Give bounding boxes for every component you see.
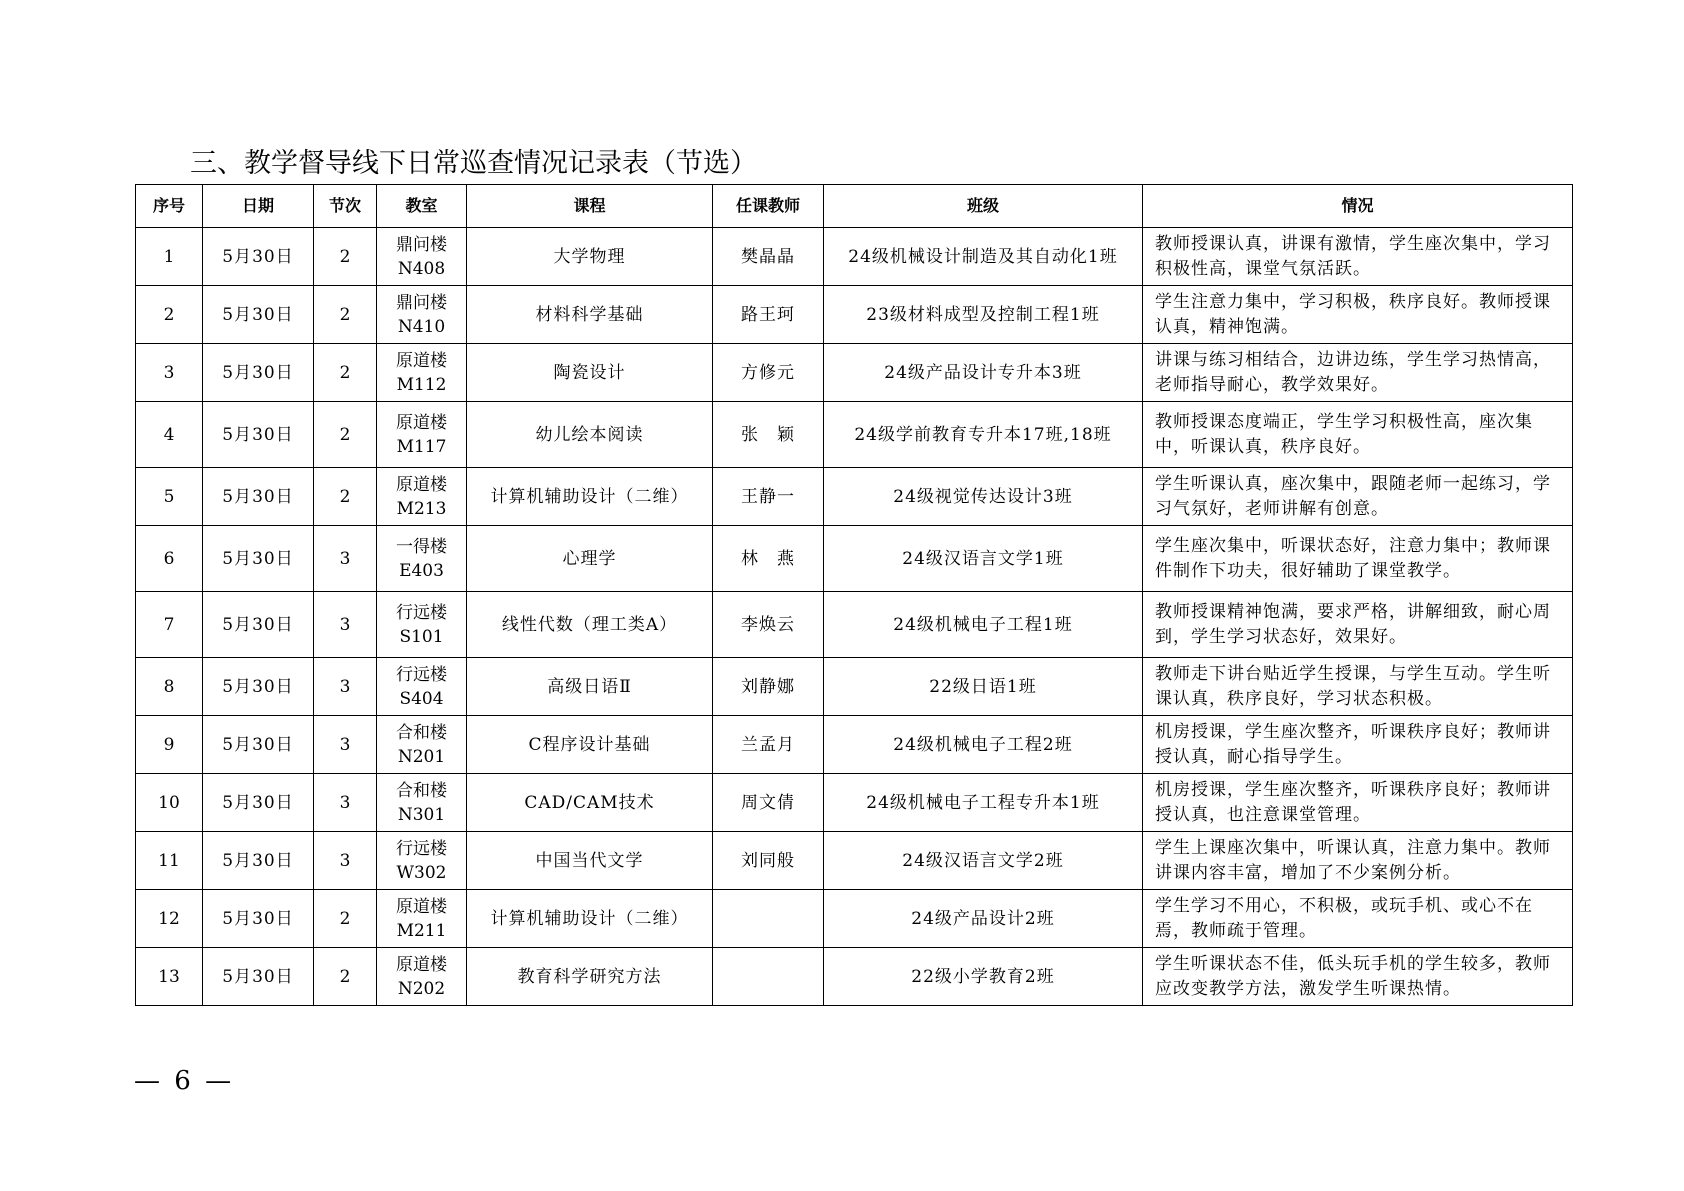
classroom-building: 原道楼 bbox=[396, 350, 447, 371]
cell-course: 计算机辅助设计（二维） bbox=[467, 468, 713, 526]
cell-classroom bbox=[377, 526, 467, 592]
classroom-building: 行远楼 bbox=[396, 838, 447, 859]
cell-index: 12 bbox=[136, 890, 203, 948]
table-row bbox=[136, 526, 1573, 592]
cell-index: 8 bbox=[136, 658, 203, 716]
cell-period: 2 bbox=[314, 948, 377, 1006]
cell-index: 11 bbox=[136, 832, 203, 890]
cell-class: 24级汉语言文学2班 bbox=[824, 832, 1143, 890]
cell-index: 5 bbox=[136, 468, 203, 526]
table-row bbox=[136, 592, 1573, 658]
section-title: 三、教学督导线下日常巡查情况记录表（节选） bbox=[190, 148, 757, 179]
cell-period: 2 bbox=[314, 468, 377, 526]
cell-class: 24级机械电子工程1班 bbox=[824, 592, 1143, 658]
cell-period: 2 bbox=[314, 286, 377, 344]
cell-class: 22级小学教育2班 bbox=[824, 948, 1143, 1006]
cell-period: 3 bbox=[314, 526, 377, 592]
cell-date: 5月30日 bbox=[203, 832, 314, 890]
cell-class: 24级产品设计2班 bbox=[824, 890, 1143, 948]
cell-situation: 教师授课精神饱满，要求严格，讲解细致，耐心周到，学生学习状态好，效果好。 bbox=[1143, 592, 1573, 658]
cell-index: 10 bbox=[136, 774, 203, 832]
table-row bbox=[136, 658, 1573, 716]
cell-index: 4 bbox=[136, 402, 203, 468]
table-row bbox=[136, 344, 1573, 402]
table-row bbox=[136, 286, 1573, 344]
cell-index: 1 bbox=[136, 228, 203, 286]
cell-period: 3 bbox=[314, 716, 377, 774]
classroom-room: N301 bbox=[397, 804, 446, 825]
cell-date: 5月30日 bbox=[203, 402, 314, 468]
cell-situation: 讲课与练习相结合，边讲边练，学生学习热情高，老师指导耐心，教学效果好。 bbox=[1143, 344, 1573, 402]
cell-date: 5月30日 bbox=[203, 658, 314, 716]
cell-teacher: 林 燕 bbox=[713, 526, 824, 592]
cell-course: 材料科学基础 bbox=[467, 286, 713, 344]
cell-class: 24级机械电子工程专升本1班 bbox=[824, 774, 1143, 832]
cell-teacher: 樊晶晶 bbox=[713, 228, 824, 286]
header-course: 课程 bbox=[467, 185, 713, 228]
cell-teacher: 刘静娜 bbox=[713, 658, 824, 716]
inspection-record-table bbox=[135, 184, 1573, 1006]
cell-situation: 学生听课状态不佳，低头玩手机的学生较多，教师应改变教学方法，激发学生听课热情。 bbox=[1143, 948, 1573, 1006]
cell-teacher: 周文倩 bbox=[713, 774, 824, 832]
table-row bbox=[136, 468, 1573, 526]
cell-date: 5月30日 bbox=[203, 228, 314, 286]
classroom-building: 合和楼 bbox=[396, 780, 447, 801]
classroom-building: 一得楼 bbox=[396, 536, 447, 557]
classroom-building: 行远楼 bbox=[396, 664, 447, 685]
classroom-room: M112 bbox=[396, 374, 447, 395]
cell-classroom bbox=[377, 468, 467, 526]
header-period: 节次 bbox=[314, 185, 377, 228]
cell-course: 中国当代文学 bbox=[467, 832, 713, 890]
cell-teacher: 方修元 bbox=[713, 344, 824, 402]
cell-situation: 教师走下讲台贴近学生授课，与学生互动。学生听课认真，秩序良好，学习状态积极。 bbox=[1143, 658, 1573, 716]
table-row bbox=[136, 774, 1573, 832]
cell-situation: 教师授课态度端正，学生学习积极性高，座次集中，听课认真，秩序良好。 bbox=[1143, 402, 1573, 468]
page-number: — 6 — bbox=[134, 1066, 232, 1096]
cell-class: 24级视觉传达设计3班 bbox=[824, 468, 1143, 526]
cell-course: 高级日语Ⅱ bbox=[467, 658, 713, 716]
cell-date: 5月30日 bbox=[203, 468, 314, 526]
cell-index: 2 bbox=[136, 286, 203, 344]
classroom-room: S404 bbox=[399, 688, 444, 709]
cell-period: 2 bbox=[314, 890, 377, 948]
header-situation: 情况 bbox=[1143, 185, 1573, 228]
cell-situation: 学生学习不用心，不积极，或玩手机、或心不在焉，教师疏于管理。 bbox=[1143, 890, 1573, 948]
cell-course: 计算机辅助设计（二维） bbox=[467, 890, 713, 948]
table-row bbox=[136, 948, 1573, 1006]
cell-index: 13 bbox=[136, 948, 203, 1006]
cell-date: 5月30日 bbox=[203, 344, 314, 402]
cell-date: 5月30日 bbox=[203, 890, 314, 948]
table-row bbox=[136, 890, 1573, 948]
classroom-building: 原道楼 bbox=[396, 954, 447, 975]
classroom-building: 合和楼 bbox=[396, 722, 447, 743]
header-index: 序号 bbox=[136, 185, 203, 228]
cell-situation: 机房授课，学生座次整齐，听课秩序良好；教师讲授认真，也注意课堂管理。 bbox=[1143, 774, 1573, 832]
cell-course: C程序设计基础 bbox=[467, 716, 713, 774]
classroom-room: N408 bbox=[397, 258, 446, 279]
cell-date: 5月30日 bbox=[203, 716, 314, 774]
cell-date: 5月30日 bbox=[203, 774, 314, 832]
classroom-room: M117 bbox=[396, 436, 447, 457]
cell-period: 3 bbox=[314, 592, 377, 658]
cell-classroom bbox=[377, 402, 467, 468]
cell-classroom bbox=[377, 948, 467, 1006]
cell-period: 3 bbox=[314, 658, 377, 716]
cell-class: 22级日语1班 bbox=[824, 658, 1143, 716]
cell-teacher: 张 颖 bbox=[713, 402, 824, 468]
classroom-building: 原道楼 bbox=[396, 896, 447, 917]
cell-period: 3 bbox=[314, 832, 377, 890]
table-row bbox=[136, 402, 1573, 468]
cell-situation: 学生座次集中，听课状态好，注意力集中；教师课件制作下功夫，很好辅助了课堂教学。 bbox=[1143, 526, 1573, 592]
cell-classroom bbox=[377, 592, 467, 658]
cell-situation: 学生听课认真，座次集中，跟随老师一起练习，学习气氛好，老师讲解有创意。 bbox=[1143, 468, 1573, 526]
cell-course: 线性代数（理工类A） bbox=[467, 592, 713, 658]
header-date: 日期 bbox=[203, 185, 314, 228]
cell-classroom bbox=[377, 228, 467, 286]
cell-course: 心理学 bbox=[467, 526, 713, 592]
cell-index: 9 bbox=[136, 716, 203, 774]
classroom-building: 原道楼 bbox=[396, 412, 447, 433]
cell-classroom bbox=[377, 716, 467, 774]
cell-classroom bbox=[377, 286, 467, 344]
cell-teacher: 刘同般 bbox=[713, 832, 824, 890]
cell-class: 24级机械电子工程2班 bbox=[824, 716, 1143, 774]
classroom-room: M213 bbox=[396, 498, 447, 519]
cell-teacher: 路王珂 bbox=[713, 286, 824, 344]
classroom-room: S101 bbox=[399, 626, 444, 647]
cell-classroom bbox=[377, 890, 467, 948]
cell-course: 陶瓷设计 bbox=[467, 344, 713, 402]
classroom-building: 原道楼 bbox=[396, 474, 447, 495]
cell-situation: 教师授课认真，讲课有激情，学生座次集中，学习积极性高，课堂气氛活跃。 bbox=[1143, 228, 1573, 286]
cell-class: 24级机械设计制造及其自动化1班 bbox=[824, 228, 1143, 286]
cell-class: 24级学前教育专升本17班,18班 bbox=[824, 402, 1143, 468]
cell-class: 24级汉语言文学1班 bbox=[824, 526, 1143, 592]
header-classroom: 教室 bbox=[377, 185, 467, 228]
cell-period: 2 bbox=[314, 228, 377, 286]
classroom-room: N410 bbox=[397, 316, 446, 337]
table-row bbox=[136, 832, 1573, 890]
cell-teacher: 李焕云 bbox=[713, 592, 824, 658]
cell-course: 幼儿绘本阅读 bbox=[467, 402, 713, 468]
header-teacher: 任课教师 bbox=[713, 185, 824, 228]
classroom-room: N201 bbox=[397, 746, 446, 767]
cell-index: 6 bbox=[136, 526, 203, 592]
cell-date: 5月30日 bbox=[203, 526, 314, 592]
cell-index: 3 bbox=[136, 344, 203, 402]
cell-classroom bbox=[377, 832, 467, 890]
table-row bbox=[136, 228, 1573, 286]
classroom-room: N202 bbox=[397, 978, 446, 999]
table-row bbox=[136, 716, 1573, 774]
classroom-building: 鼎问楼 bbox=[396, 234, 447, 255]
cell-date: 5月30日 bbox=[203, 948, 314, 1006]
classroom-room: M211 bbox=[396, 920, 447, 941]
classroom-room: W302 bbox=[396, 862, 447, 883]
classroom-building: 鼎问楼 bbox=[396, 292, 447, 313]
cell-date: 5月30日 bbox=[203, 286, 314, 344]
cell-index: 7 bbox=[136, 592, 203, 658]
cell-situation: 学生上课座次集中，听课认真，注意力集中。教师讲课内容丰富，增加了不少案例分析。 bbox=[1143, 832, 1573, 890]
cell-teacher bbox=[713, 948, 824, 1006]
cell-period: 2 bbox=[314, 402, 377, 468]
cell-period: 3 bbox=[314, 774, 377, 832]
cell-course: CAD/CAM技术 bbox=[467, 774, 713, 832]
cell-course: 大学物理 bbox=[467, 228, 713, 286]
cell-classroom bbox=[377, 774, 467, 832]
cell-classroom bbox=[377, 344, 467, 402]
table-body bbox=[136, 228, 1573, 1006]
cell-teacher bbox=[713, 890, 824, 948]
cell-teacher: 兰孟月 bbox=[713, 716, 824, 774]
cell-period: 2 bbox=[314, 344, 377, 402]
cell-date: 5月30日 bbox=[203, 592, 314, 658]
table-header-row bbox=[136, 185, 1573, 228]
cell-situation: 学生注意力集中，学习积极，秩序良好。教师授课认真，精神饱满。 bbox=[1143, 286, 1573, 344]
header-class: 班级 bbox=[824, 185, 1143, 228]
classroom-room: E403 bbox=[399, 560, 444, 581]
cell-class: 24级产品设计专升本3班 bbox=[824, 344, 1143, 402]
cell-classroom bbox=[377, 658, 467, 716]
cell-class: 23级材料成型及控制工程1班 bbox=[824, 286, 1143, 344]
cell-situation: 机房授课，学生座次整齐，听课秩序良好；教师讲授认真，耐心指导学生。 bbox=[1143, 716, 1573, 774]
cell-teacher: 王静一 bbox=[713, 468, 824, 526]
cell-course: 教育科学研究方法 bbox=[467, 948, 713, 1006]
classroom-building: 行远楼 bbox=[396, 602, 447, 623]
